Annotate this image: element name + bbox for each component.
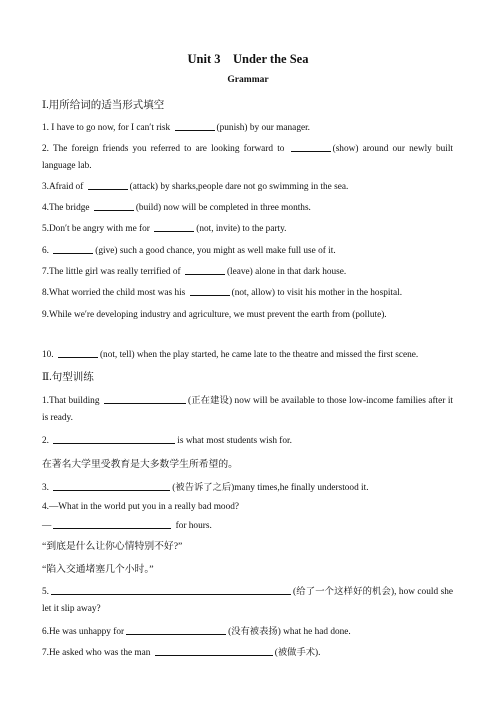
- answer-blank[interactable]: [126, 624, 226, 635]
- answer-blank[interactable]: [53, 518, 171, 529]
- exercise-item: 5.Don′t be angry with me for (not, invite) to the party.: [42, 221, 453, 238]
- answer-blank[interactable]: [53, 480, 170, 491]
- exercise-item: 5. (给了一个这样好的机会), how could she let it slip away?: [42, 584, 453, 618]
- translation-hint: “陷入交通堵塞几个小时。”: [42, 564, 154, 575]
- page-title: Unit 3 Under the Sea: [187, 52, 309, 66]
- answer-blank[interactable]: [175, 120, 215, 131]
- exercise-item: 6.He was unhappy for (没有被表扬) what he had done.: [42, 624, 453, 641]
- exercise-item: 4.—What in the world put you in a really bad mood?: [42, 502, 239, 512]
- answer-blank[interactable]: [104, 393, 186, 404]
- exercise-item: 6. (give) such a good chance, you might as well make full use of it.: [42, 243, 453, 260]
- exercise-item: 1.That building (正在建设) now will be available to those low-income families after it is ready.: [42, 393, 453, 427]
- answer-blank[interactable]: [154, 221, 194, 232]
- answer-blank[interactable]: [155, 645, 273, 656]
- section-2-heading: Ⅱ.句型训练: [42, 372, 94, 383]
- translation-hint: 在著名大学里受教育是大多数学生所希望的。: [42, 459, 238, 470]
- page-subtitle: Grammar: [227, 75, 269, 85]
- answer-blank[interactable]: [291, 141, 331, 152]
- exercise-item: 3.Afraid of (attack) by sharks,people dare not go swimming in the sea.: [42, 179, 453, 196]
- answer-blank[interactable]: [94, 200, 134, 211]
- answer-blank[interactable]: [53, 433, 175, 444]
- answer-blank[interactable]: [185, 264, 225, 275]
- answer-blank[interactable]: [88, 179, 128, 190]
- exercise-item: 8.What worried the child most was his (not, allow) to visit his mother in the hospital.: [42, 285, 453, 302]
- exercise-item: 10. (not, tell) when the play started, he came late to the theatre and missed the first scene.: [42, 347, 453, 364]
- exercise-item: — for hours.: [42, 518, 453, 535]
- section-1-heading: Ⅰ.用所给词的适当形式填空: [42, 100, 165, 111]
- exercise-item: 2. is what most students wish for.: [42, 433, 453, 450]
- exercise-item: 7.He asked who was the man (被做手术).: [42, 645, 453, 662]
- answer-blank[interactable]: [58, 347, 98, 358]
- exercise-item: 4.The bridge (build) now will be completed in three months.: [42, 200, 453, 217]
- answer-blank[interactable]: [51, 584, 291, 595]
- translation-hint: “到底是什么让你心情特别不好?”: [42, 541, 183, 552]
- exercise-item: 2. The foreign friends you referred to are looking forward to (show) around our newly built language lab.: [42, 141, 453, 175]
- exercise-item: 3. (被告诉了之后)many times,he finally understood it.: [42, 480, 453, 497]
- answer-blank[interactable]: [53, 243, 93, 254]
- exercise-item: 7.The little girl was really terrified of (leave) alone in that dark house.: [42, 264, 453, 281]
- exercise-item: 9.While we′re developing industry and agriculture, we must prevent the earth from (pollute).: [42, 310, 387, 320]
- exercise-item: 1. I have to go now, for I can′t risk (punish) by our manager.: [42, 120, 453, 137]
- answer-blank[interactable]: [190, 285, 230, 296]
